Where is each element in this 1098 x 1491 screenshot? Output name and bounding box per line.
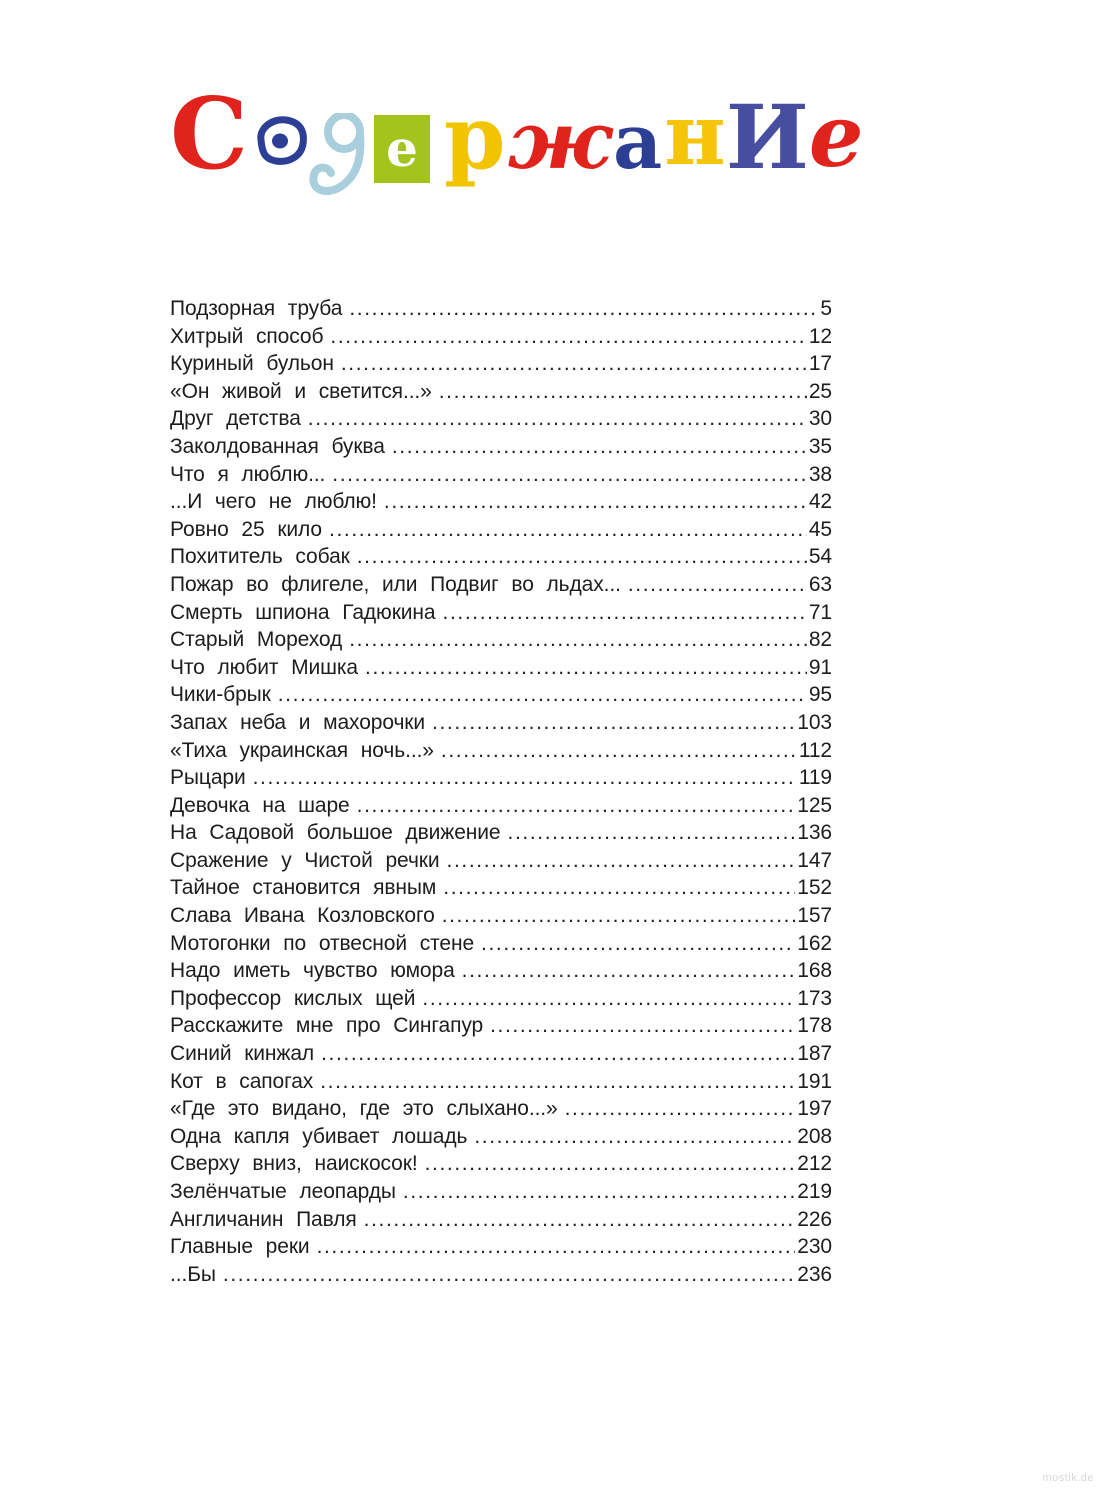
toc-entry-page-number: 178 (797, 1014, 832, 1038)
toc-entry-title: Сражение у Чистой речки (170, 848, 440, 872)
toc-entry (170, 543, 832, 571)
toc-entry (170, 295, 832, 323)
toc-entry-page-number: 212 (797, 1152, 832, 1176)
toc-entry-leader-dots (364, 1206, 796, 1234)
toc-entry-leader-dots (462, 957, 796, 985)
toc-entry-title: ...И чего не люблю! (170, 490, 377, 514)
toc-entry-page-number: 236 (797, 1262, 832, 1286)
toc-entry-leader-dots (384, 488, 807, 516)
toc-entry-page-number: 147 (797, 848, 832, 872)
toc-entry-leader-dots (365, 654, 807, 682)
toc-entry-leader-dots (332, 461, 807, 489)
toc-entry (170, 1095, 832, 1123)
toc-entry (170, 626, 832, 654)
toc-entry-leader-dots (320, 1068, 795, 1096)
toc-entry-title: «Тиха украинская ночь...» (170, 738, 434, 762)
toc-entry-title: Слава Ивана Козловского (170, 904, 435, 928)
toc-entry-title: Расскажите мне про Сингапур (170, 1014, 484, 1038)
toc-entry-page-number: 12 (808, 324, 832, 348)
watermark: mostik.de (1042, 1472, 1094, 1484)
toc-entry-title: Зелёнчатые леопарды (170, 1180, 396, 1203)
toc-entry-page-number: 226 (797, 1207, 832, 1231)
toc-entry (170, 405, 832, 433)
toc-entry (170, 737, 832, 765)
toc-entry-page-number: 42 (808, 490, 832, 514)
toc-entry (170, 819, 832, 847)
toc-entry-leader-dots (508, 819, 796, 847)
toc-entry-leader-dots (447, 847, 796, 875)
toc-entry-page-number: 197 (797, 1097, 832, 1121)
toc-entry (170, 571, 832, 599)
toc-entry-leader-dots (442, 902, 796, 930)
toc-entry-title: Что я люблю... (170, 462, 326, 486)
toc-entry (170, 930, 832, 958)
toc-entry-title: Старый Мореход (170, 628, 343, 652)
toc-entry-page-number: 71 (808, 600, 832, 624)
toc-entry-leader-dots (422, 985, 795, 1013)
toc-entry-title: Сверху вниз, наискосок! (170, 1152, 418, 1176)
toc-entry (170, 985, 832, 1013)
toc-entry-page-number: 162 (797, 931, 832, 955)
toc-entry (170, 488, 832, 516)
toc-entry-title: «Где это видано, где это слыхано...» (170, 1097, 558, 1121)
toc-entry-leader-dots (308, 405, 807, 433)
toc-entry-page-number: 219 (797, 1180, 832, 1203)
toc-entry-page-number: 35 (808, 434, 832, 458)
toc-entry-title: Куриный бульон (170, 352, 334, 376)
toc-entry-leader-dots (403, 1178, 795, 1206)
toc-entry-leader-dots (565, 1095, 796, 1123)
toc-entry (170, 847, 832, 875)
toc-entry-title: Главные реки (170, 1235, 310, 1259)
toc-entry-title: Англичанин Павля (170, 1207, 357, 1231)
toc-entry-page-number: 168 (797, 959, 832, 983)
title-letter-2 (252, 115, 308, 165)
toc-entry-title: Кот в сапогах (170, 1069, 314, 1093)
toc-entry-title: Смерть шпиона Гадюкина (170, 600, 436, 624)
toc-entry-page-number: 17 (808, 352, 832, 376)
toc-entry (170, 792, 832, 820)
toc-entry (170, 433, 832, 461)
toc-entry (170, 1123, 832, 1151)
toc-entry-title: Синий кинжал (170, 1042, 315, 1066)
toc-entry (170, 957, 832, 985)
toc-entry-page-number: 191 (797, 1069, 832, 1093)
toc-entry-page-number: 187 (797, 1042, 832, 1066)
toc-entry-page-number: 5 (820, 297, 832, 320)
toc-entry-title: Похититель собак (170, 545, 350, 569)
toc-entry (170, 1261, 832, 1289)
toc-entry-title: Рыцари (170, 766, 246, 790)
toc-entry-title: Надо иметь чувство юмора (170, 959, 455, 983)
toc-entry-title: Заколдованная буква (170, 434, 385, 458)
toc-entry-page-number: 45 (808, 517, 832, 541)
toc-entry-title: Девочка на шаре (170, 793, 350, 817)
toc-entry-title: ...Бы (170, 1262, 216, 1286)
toc-entry-leader-dots (441, 737, 797, 765)
toc-entry (170, 1150, 832, 1178)
toc-entry (170, 1040, 832, 1068)
toc-entry-title: Запах неба и махорочки (170, 710, 426, 734)
toc-entry (170, 874, 832, 902)
toc-entry-leader-dots (474, 1123, 795, 1151)
toc-entry-title: Подзорная труба (170, 297, 343, 320)
toc-entry-page-number: 157 (797, 904, 832, 928)
toc-entry-leader-dots (443, 599, 807, 627)
toc-entry-page-number: 112 (798, 738, 832, 762)
toc-entry-page-number: 38 (808, 462, 832, 486)
toc-entry-page-number: 30 (808, 407, 832, 431)
toc-entry (170, 1206, 832, 1234)
toc-entry-title: Мотогонки по отвесной стене (170, 931, 475, 955)
toc-entry-title: На Садовой большое движение (170, 821, 501, 845)
toc-entry (170, 350, 832, 378)
toc-entry (170, 323, 832, 351)
toc-entry-leader-dots (349, 626, 807, 654)
toc-entry-title: Друг детства (170, 407, 301, 431)
title-letter-4: е (374, 115, 430, 183)
toc-entry-page-number: 152 (797, 876, 832, 900)
toc-entry (170, 599, 832, 627)
toc-entry-page-number: 230 (797, 1235, 832, 1259)
toc-entry (170, 764, 832, 792)
toc-entry (170, 1233, 832, 1261)
toc-entry-page-number: 54 (808, 545, 832, 569)
toc-entry-title: Тайное становится явным (170, 876, 437, 900)
toc-entry-title: Что любит Мишка (170, 655, 359, 679)
toc-entry-leader-dots (628, 571, 807, 599)
toc-entry-leader-dots (253, 764, 797, 792)
toc-entry-page-number: 173 (797, 986, 832, 1010)
toc-entry-leader-dots (317, 1233, 796, 1261)
toc-entry (170, 654, 832, 682)
title-letter-3 (306, 113, 368, 199)
toc-entry-leader-dots (330, 323, 806, 351)
toc-entry-page-number: 136 (797, 821, 832, 845)
toc-entry-leader-dots (329, 516, 807, 544)
toc-entry-leader-dots (349, 295, 818, 323)
toc-entry-leader-dots (481, 930, 795, 958)
toc-entry-title: Ровно 25 кило (170, 517, 323, 541)
toc-entry-title: Одна капля убивает лошадь (170, 1124, 468, 1148)
toc-entry-page-number: 125 (797, 793, 832, 817)
toc-entry-title: Пожар во флигеле, или Подвиг во льдах... (170, 572, 621, 596)
toc-entry-leader-dots (432, 709, 795, 737)
toc-entry (170, 1068, 832, 1096)
toc-entry-title: Хитрый способ (170, 324, 324, 348)
toc-entry-page-number: 103 (797, 710, 832, 734)
toc-entry-leader-dots (278, 681, 807, 709)
toc-entry-leader-dots (425, 1150, 796, 1178)
toc-entry (170, 461, 832, 489)
toc-entry (170, 378, 832, 406)
toc-entry-page-number: 208 (797, 1124, 832, 1148)
toc-entry (170, 709, 832, 737)
toc-entry-leader-dots (357, 543, 807, 571)
toc-entry (170, 1012, 832, 1040)
toc-entry-page-number: 91 (808, 655, 832, 679)
toc-entry-page-number: 82 (808, 628, 832, 652)
toc-entry (170, 1178, 832, 1206)
toc-entry-title: Чики-брык (170, 683, 271, 707)
toc-entry-leader-dots (392, 433, 807, 461)
toc-entry-title: «Он живой и светится...» (170, 379, 432, 403)
toc-entry-leader-dots (223, 1261, 795, 1289)
toc-entry-leader-dots (321, 1040, 795, 1068)
toc-entry-page-number: 119 (798, 766, 832, 790)
toc-entry-leader-dots (439, 378, 807, 406)
toc-entry-leader-dots (443, 874, 795, 902)
toc-entry-title: Профессор кислых щей (170, 986, 416, 1010)
toc-entry-leader-dots (357, 792, 796, 820)
toc-entry (170, 516, 832, 544)
toc-entry-leader-dots (341, 350, 807, 378)
toc-entry-page-number: 25 (808, 379, 832, 403)
toc-entry-page-number: 95 (808, 683, 832, 707)
toc-entry (170, 681, 832, 709)
toc-entry-leader-dots (490, 1012, 795, 1040)
page-title: С е ржанИe (170, 100, 832, 215)
toc-entry (170, 902, 832, 930)
toc-entry-page-number: 63 (808, 572, 832, 596)
table-of-contents (170, 295, 832, 1288)
